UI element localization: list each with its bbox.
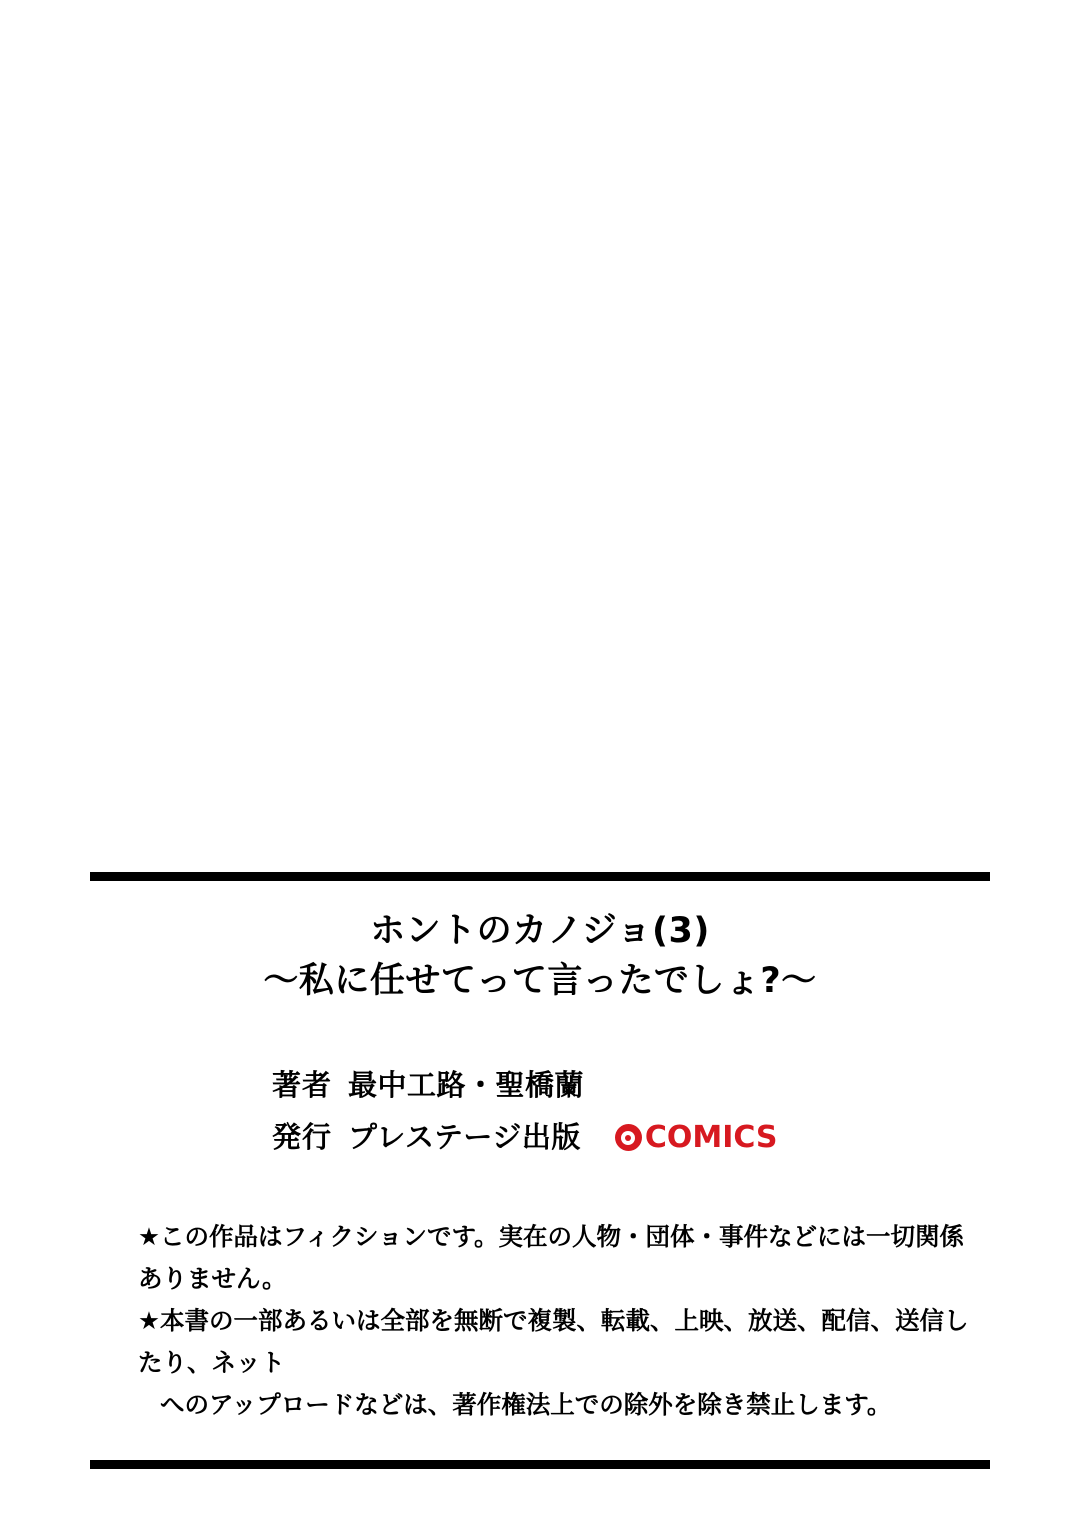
- credit-value-publisher: プレステージ出版: [348, 1119, 581, 1154]
- book-title-line-2: ～私に任せてって言ったでしょ?～: [263, 960, 817, 1001]
- credits-list: [90, 1060, 990, 1163]
- book-title-line-1: ホントのカノジョ(3): [370, 911, 710, 951]
- comics-logo-text: COMICS: [644, 1119, 778, 1155]
- notice-fiction: ★この作品はフィクションです。実在の人物・団体・事件などには一切関係ありません。: [138, 1221, 965, 1293]
- notices-block: [90, 1216, 990, 1461]
- colophon-block: [90, 872, 990, 1469]
- divider-top: [90, 872, 990, 881]
- credit-value-author: 最中工路・聖橋蘭: [348, 1068, 585, 1103]
- notice-copyright: ★本書の一部あるいは全部を無断で複製、転載、上映、放送、配信、送信したり、ネット: [138, 1305, 969, 1377]
- notice-copyright-continued: へのアップロードなどは、著作権法上での除外を除き禁止します。: [160, 1390, 892, 1420]
- credit-row-author: [272, 1060, 990, 1112]
- title-block: [90, 881, 990, 1012]
- credit-row-publisher: [272, 1112, 990, 1164]
- comics-logo: [615, 1119, 778, 1155]
- credit-label-author: 著者: [272, 1068, 333, 1103]
- divider-bottom: [90, 1460, 990, 1469]
- credit-label-publisher: 発行: [272, 1119, 333, 1154]
- target-icon: [615, 1124, 642, 1151]
